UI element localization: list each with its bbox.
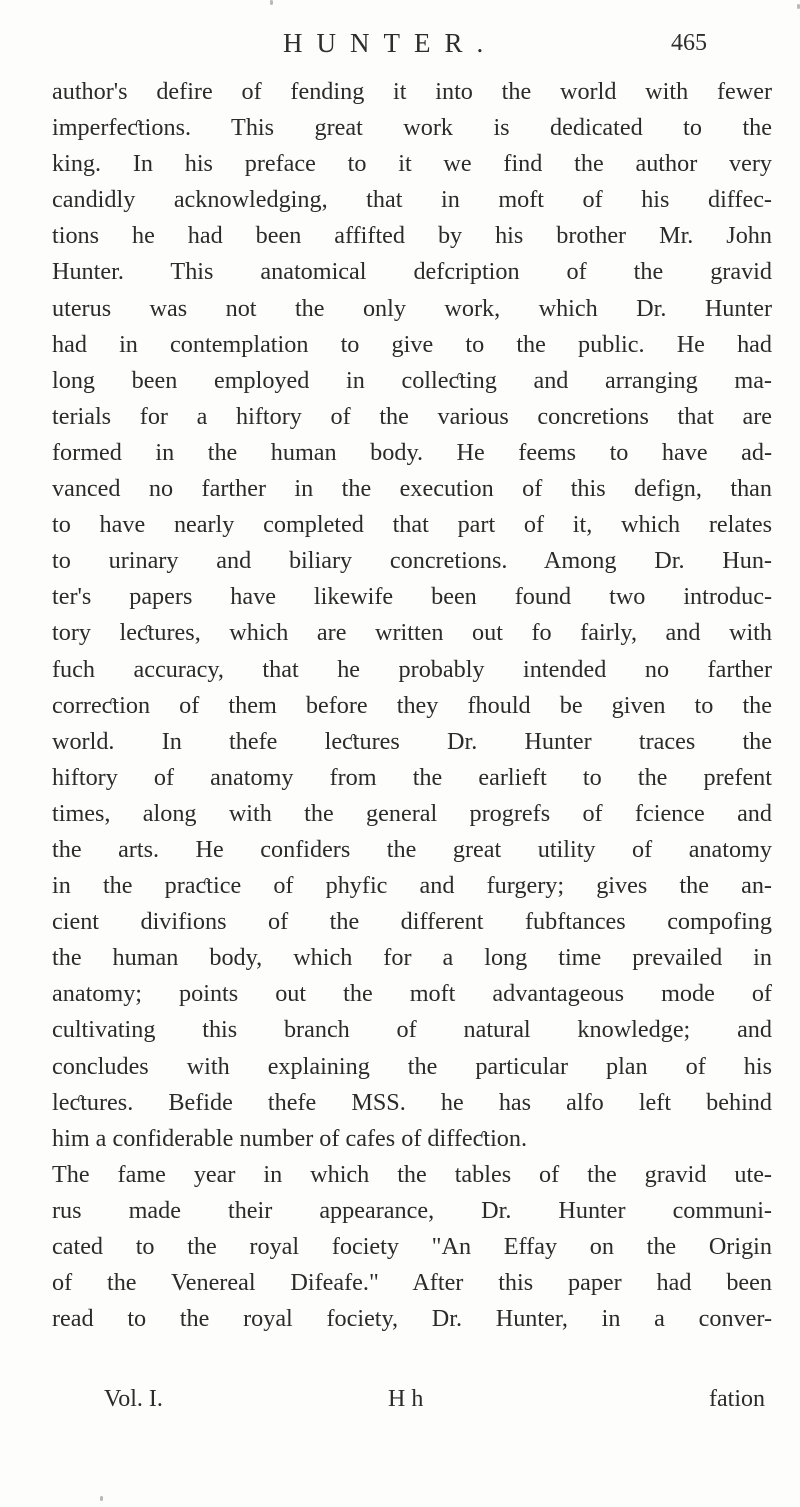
page-number: 465 xyxy=(671,30,707,56)
text-line: to have nearly completed that part of it, which relates xyxy=(52,511,772,539)
text-line: him a confiderable number of cafes of diffeƈtion. xyxy=(52,1124,528,1152)
signature-mark: H h xyxy=(388,1386,424,1412)
text-line: world. In thefe leƈtures Dr. Hunter traces the xyxy=(52,727,772,755)
text-line: ter's papers have likewife been found two introduc- xyxy=(52,583,772,611)
catchword: fation xyxy=(709,1386,765,1412)
text-line: anatomy; points out the moft advantageous mode of xyxy=(52,980,772,1008)
text-line: king. In his preface to it we find the author very xyxy=(52,150,772,178)
text-line: tory leƈtures, which are written out fo fairly, and with xyxy=(52,619,772,647)
text-line: to urinary and biliary concretions. Among Dr. Hun- xyxy=(52,547,772,575)
text-line: formed in the human body. He feems to have ad- xyxy=(52,438,772,466)
text-line: vanced no farther in the execution of this defign, than xyxy=(52,475,772,503)
text-line: long been employed in colleƈting and arranging ma- xyxy=(52,366,772,394)
text-line: cient divifions of the different fubftances compofing xyxy=(52,908,772,936)
text-line: terials for a hiftory of the various concretions that are xyxy=(52,402,772,430)
text-line: imperfeƈtions. This great work is dedicated to the xyxy=(52,114,772,142)
body-text xyxy=(52,74,772,1337)
text-line: in the praƈtice of phyfic and furgery; gives the an- xyxy=(52,872,772,900)
text-line: cated to the royal fociety "An Effay on the Origin xyxy=(52,1233,772,1260)
text-line: uterus was not the only work, which Dr. Hunter xyxy=(52,294,772,322)
text-line: read to the royal fociety, Dr. Hunter, in a conver- xyxy=(52,1305,772,1333)
text-line: hiftory of anatomy from the earlieft to the prefent xyxy=(52,763,772,791)
text-line: concludes with explaining the particular plan of his xyxy=(52,1052,772,1080)
paper-speck xyxy=(270,0,273,5)
running-head xyxy=(0,28,800,68)
text-line: the human body, which for a long time prevailed in xyxy=(52,944,772,972)
text-line: cultivating this branch of natural knowledge; and xyxy=(52,1016,772,1044)
text-line: tions he had been affifted by his brother Mr. John xyxy=(52,222,772,250)
text-line: rus made their appearance, Dr. Hunter communi- xyxy=(52,1196,772,1224)
text-line: candidly acknowledging, that in moft of his diffec- xyxy=(52,186,772,214)
page-footer xyxy=(0,1386,800,1426)
text-line: fuch accuracy, that he probably intended no farther xyxy=(52,655,772,683)
text-line: times, along with the general progrefs of fcience and xyxy=(52,799,772,827)
text-line: the arts. He confiders the great utility of anatomy xyxy=(52,835,772,863)
volume-mark: Vol. I. xyxy=(104,1386,163,1412)
text-line: had in contemplation to give to the public. He had xyxy=(52,330,772,358)
text-line: The fame year in which the tables of the gravid ute- xyxy=(52,1160,772,1188)
running-title: HUNTER. xyxy=(283,28,498,58)
paper-speck xyxy=(100,1496,103,1501)
text-line: Hunter. This anatomical defcription of the gravid xyxy=(52,258,772,286)
text-line: author's defire of fending it into the world with fewer xyxy=(52,78,772,105)
text-line: leƈtures. Befide thefe MSS. he has alfo left behind xyxy=(52,1088,772,1116)
text-line: correƈtion of them before they fhould be given to the xyxy=(52,691,772,719)
text-line: of the Venereal Difeafe." After this paper had been xyxy=(52,1269,772,1297)
